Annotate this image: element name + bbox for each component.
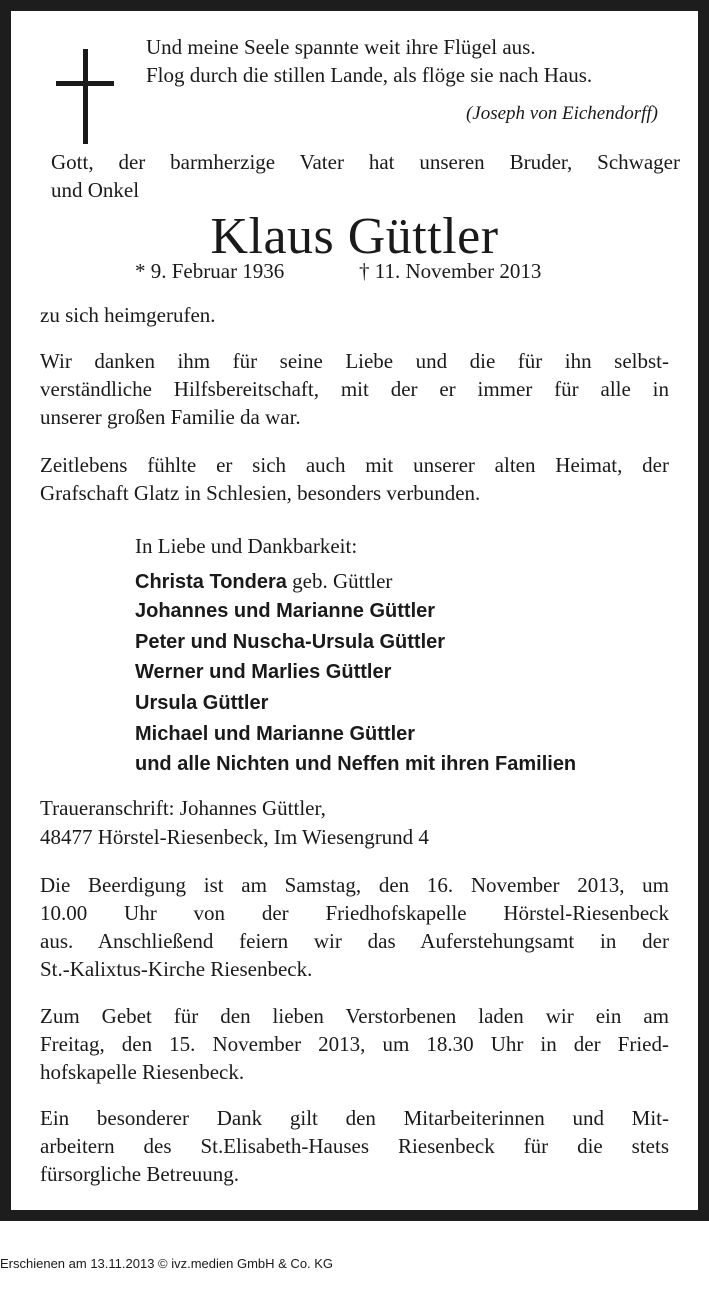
poem-citation: (Joseph von Eichendorff) <box>465 103 658 124</box>
homeland-paragraph: Zeitlebens fühlte er sich auch mit unserer alten Heimat, der Grafschaft Glatz in Schlesien, besonders verbunden. <box>40 453 669 505</box>
death-date: † 11. November 2013 <box>359 259 542 283</box>
mourner-line-7: und alle Nichten und Neffen mit ihren Familien <box>135 753 577 775</box>
birth-date: * 9. Februar 1936 <box>135 259 285 283</box>
prayer-paragraph: Zum Gebet für den lieben Verstorbenen laden wir ein am Freitag, den 15. November 2013, um 18.30 Uhr in der Fried- hofskapelle Riesenbeck. <box>40 1004 669 1084</box>
address-line-2: 48477 Hörstel-Riesenbeck, Im Wiesengrund 4 <box>40 825 429 849</box>
poem-line-1: Und meine Seele spannte weit ihre Flügel aus. <box>146 35 536 59</box>
special-thanks-paragraph: Ein besonderer Dank gilt den Mitarbeiterinnen und Mit- arbeitern des St.Elisabeth-Hauses Riesenbeck für die stets fürsorgliche Betreuung. <box>40 1106 669 1186</box>
mourner-line-3: Peter und Nuscha-Ursula Güttler <box>135 631 446 653</box>
obituary-card <box>11 11 698 1210</box>
mourner-line-4: Werner und Marlies Güttler <box>135 661 392 683</box>
mourner-line-5: Ursula Güttler <box>135 692 269 714</box>
publication-footer: Erschienen am 13.11.2013 © ivz.medien GmbH & Co. KG <box>0 1256 334 1271</box>
mourner-line-2: Johannes und Marianne Güttler <box>135 600 436 622</box>
called-home-text: zu sich heimgerufen. <box>40 303 216 327</box>
poem-line-2: Flog durch die stillen Lande, als flöge sie nach Haus. <box>146 63 593 87</box>
cross-icon <box>56 49 114 144</box>
address-line-1: Traueranschrift: Johannes Güttler, <box>40 796 326 820</box>
mourner-line-6: Michael und Marianne Güttler <box>135 723 416 745</box>
intro-text: Gott, der barmherzige Vater hat unseren Bruder, Schwager und Onkel <box>51 150 680 202</box>
funeral-paragraph: Die Beerdigung ist am Samstag, den 16. November 2013, um 10.00 Uhr von der Friedhofskapelle Hörstel-Riesenbeck aus. Anschließend feiern wir das Auferstehungsamt in der St.-Kalixtus-Kirche Riesenbeck. <box>40 873 669 981</box>
deceased-name: Klaus Güttler <box>210 208 499 265</box>
mourner-line-1: Christa Tondera geb. Güttler <box>135 569 393 593</box>
thanks-paragraph: Wir danken ihm für seine Liebe und die für ihn selbst- verständliche Hilfsbereitschaft, mit der er immer für alle in unserer großen Familie da war. <box>40 349 669 429</box>
mourners-heading: In Liebe und Dankbarkeit: <box>135 534 358 558</box>
